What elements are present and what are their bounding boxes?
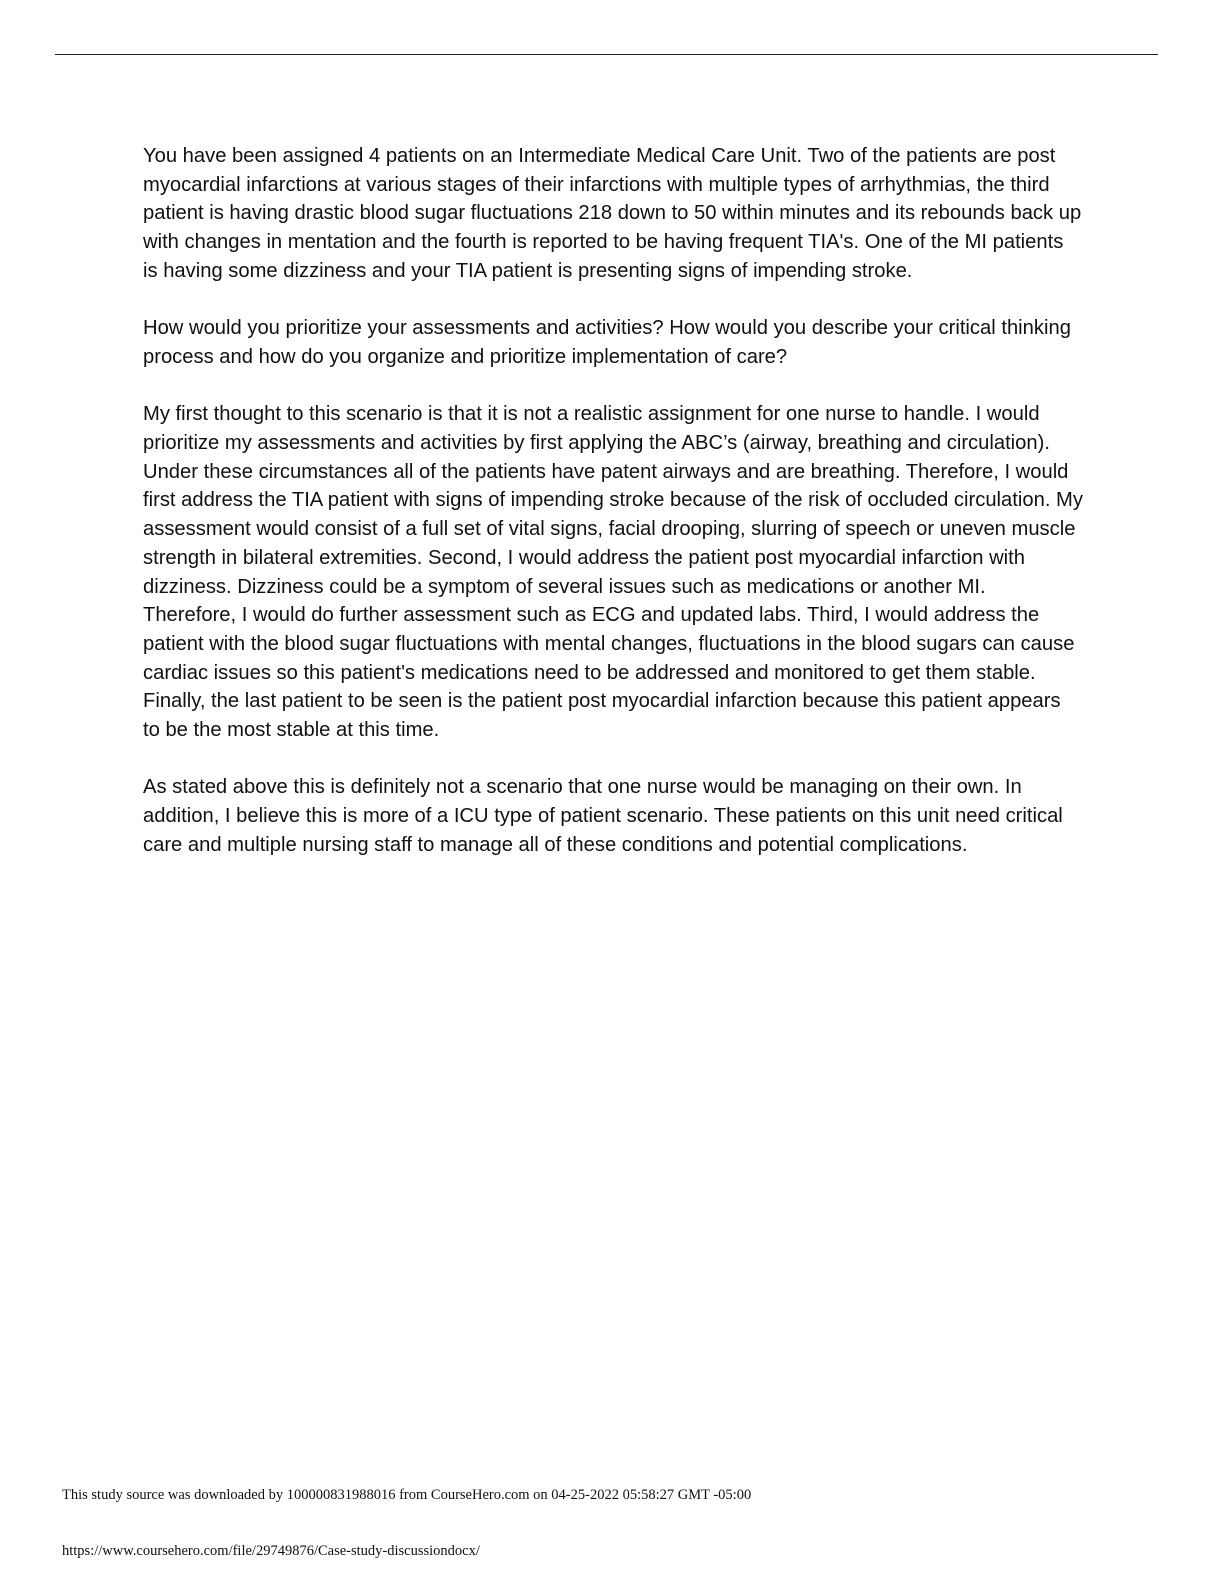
paragraph-conclusion: As stated above this is definitely not a scenario that one nurse would be managing on their own. In addition, I believe this is more of a ICU type of patient scenario. These patients on this unit need critical care and multiple nursing staff to manage all of these conditions and potential complications. (143, 776, 1063, 856)
document-body (143, 142, 1083, 888)
paragraph-answer: My first thought to this scenario is that it is not a realistic assignment for one nurse to handle. I would prioritize my assessments and activities by first applying the ABC’s (airway, breathing and circulation). Under these circumstances all of the patients have patent airways and are breathing. Therefore, I would first address the TIA patient with signs of impending stroke because of the risk of occluded circulation. My assessment would consist of a full set of vital signs, facial drooping, slurring of speech or uneven muscle strength in bilateral extremities. Second, I would address the patient post myocardial infarction with dizziness. Dizziness could be a symptom of several issues such as medications or another MI. Therefore, I would do further assessment such as ECG and updated labs. Third, I would address the patient with the blood sugar fluctuations with mental changes, fluctuations in the blood sugars can cause cardiac issues so this patient's medications need to be addressed and monitored to get them stable. Finally, the last patient to be seen is the patient post myocardial infarction because this patient appears to be the most stable at this time. (143, 403, 1083, 742)
paragraph-scenario: You have been assigned 4 patients on an Intermediate Medical Care Unit. Two of the patients are post myocardial infarctions at various stages of their infarctions with multiple types of arrhythmias, the third patient is having drastic blood sugar fluctuations 218 down to 50 within minutes and its rebounds back up with changes in mentation and the fourth is reported to be having frequent TIA's. One of the MI patients is having some dizziness and your TIA patient is presenting signs of impending stroke. (143, 145, 1082, 282)
footer-url[interactable]: https://www.coursehero.com/file/29749876/Case-study-discussiondocx/ (62, 1543, 480, 1559)
paragraph-question: How would you prioritize your assessments and activities? How would you describe your critical thinking process and how do you organize and prioritize implementation of care? (143, 317, 1071, 368)
footer-source-note: This study source was downloaded by 100000831988016 from CourseHero.com on 04-25-2022 05:58:27 GMT -05:00 (62, 1487, 752, 1503)
top-divider (55, 54, 1158, 55)
